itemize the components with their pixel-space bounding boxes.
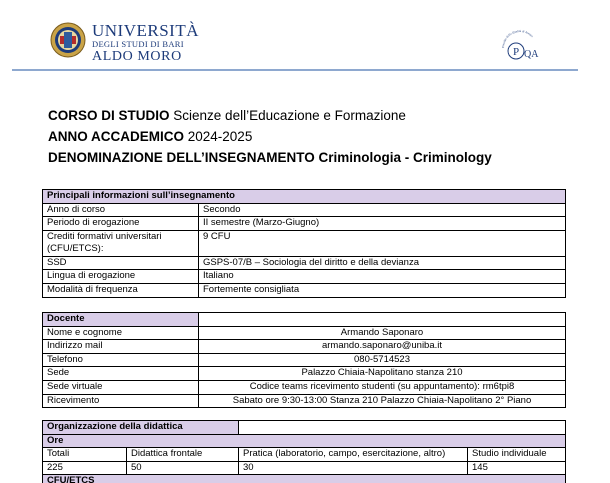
row-value: GSPS-07/B – Sociologia del diritto e della devianza	[199, 256, 566, 270]
teacher-email-link[interactable]: armando.saponaro@uniba.it	[199, 340, 566, 354]
course-title: CORSO DI STUDIO Scienze dell’Educazione e Formazione	[48, 108, 406, 123]
pqa-logo-icon	[494, 24, 550, 62]
table-row	[43, 270, 566, 284]
page-header	[0, 0, 610, 72]
info-table	[42, 189, 566, 298]
table-row	[43, 475, 566, 483]
table-row	[43, 203, 566, 217]
hours-lecture: 50	[127, 461, 239, 475]
row-value: II semestre (Marzo-Giugno)	[199, 217, 566, 231]
hours-heading: Ore	[43, 434, 566, 448]
teacher-table	[42, 312, 566, 408]
teacher-table-heading: Docente	[43, 313, 199, 327]
cfu-heading: CFU/ETCS	[43, 475, 566, 483]
row-label: Ricevimento	[43, 394, 199, 408]
table-row	[43, 380, 566, 394]
university-line-3: ALDO MORO	[92, 48, 182, 64]
pqa-arc-text: Presidio della Qualità di Ateneo	[500, 28, 535, 49]
table-row	[43, 230, 566, 256]
table-row	[43, 367, 566, 381]
university-line-1: UNIVERSITÀ	[92, 21, 199, 40]
table-row	[43, 217, 566, 231]
table-row	[43, 421, 566, 435]
teacher-phone: 080-5714523	[199, 353, 566, 367]
hours-total: 225	[43, 461, 127, 475]
row-label: Lingua di erogazione	[43, 270, 199, 284]
subject-title: DENOMINAZIONE DELL’INSEGNAMENTO Criminologia - Criminology	[48, 150, 492, 165]
row-label: Nome e cognome	[43, 326, 199, 340]
teacher-office: Palazzo Chiaia-Napolitano stanza 210	[199, 367, 566, 381]
table-row	[43, 448, 566, 462]
row-label: SSD	[43, 256, 199, 270]
table-row	[43, 461, 566, 475]
hours-individual: 145	[468, 461, 566, 475]
empty-cell	[199, 313, 566, 327]
row-value: Fortemente consigliata	[199, 283, 566, 297]
info-table-heading: Principali informazioni sull’insegnamento	[43, 190, 566, 204]
table-row	[43, 353, 566, 367]
row-label: Periodo di erogazione	[43, 217, 199, 231]
hours-practice: 30	[239, 461, 468, 475]
teacher-office-hours: Sabato ore 9:30-13:00 Stanza 210 Palazzo Chiaia-Napolitano 2° Piano	[199, 394, 566, 408]
header-divider	[12, 69, 578, 71]
table-row	[43, 326, 566, 340]
pqa-text: QA	[524, 49, 539, 60]
column-header: Pratica (laboratorio, campo, esercitazione, altro)	[239, 448, 468, 462]
table-row	[43, 256, 566, 270]
row-label: Crediti formativi universitari (CFU/ETCS):	[43, 230, 199, 256]
table-row	[43, 340, 566, 354]
table-row	[43, 283, 566, 297]
table-row	[43, 190, 566, 204]
column-header: Totali	[43, 448, 127, 462]
university-name	[92, 22, 199, 64]
table-row	[43, 313, 566, 327]
row-value: Italiano	[199, 270, 566, 284]
row-label: Modalità di frequenza	[43, 283, 199, 297]
academic-year-title: ANNO ACCADEMICO 2024-2025	[48, 129, 253, 144]
table-row	[43, 394, 566, 408]
column-header: Studio individuale	[468, 448, 566, 462]
organization-table-heading: Organizzazione della didattica	[43, 421, 239, 435]
row-label: Sede	[43, 367, 199, 381]
university-seal-icon	[50, 22, 86, 58]
column-header: Didattica frontale	[127, 448, 239, 462]
row-value: 9 CFU	[199, 230, 566, 256]
row-label: Telefono	[43, 353, 199, 367]
pqa-letter: P	[513, 46, 520, 58]
row-label: Indirizzo mail	[43, 340, 199, 354]
row-label: Anno di corso	[43, 203, 199, 217]
table-row	[43, 434, 566, 448]
document-titles	[48, 105, 492, 168]
empty-cell	[239, 421, 566, 435]
row-value: Secondo	[199, 203, 566, 217]
organization-table	[42, 420, 566, 483]
row-label: Sede virtuale	[43, 380, 199, 394]
university-line-2: DEGLI STUDI DI BARI	[92, 39, 184, 49]
teacher-virtual-office: Codice teams ricevimento studenti (su appuntamento): rm6tpi8	[199, 380, 566, 394]
teacher-name: Armando Saponaro	[199, 326, 566, 340]
